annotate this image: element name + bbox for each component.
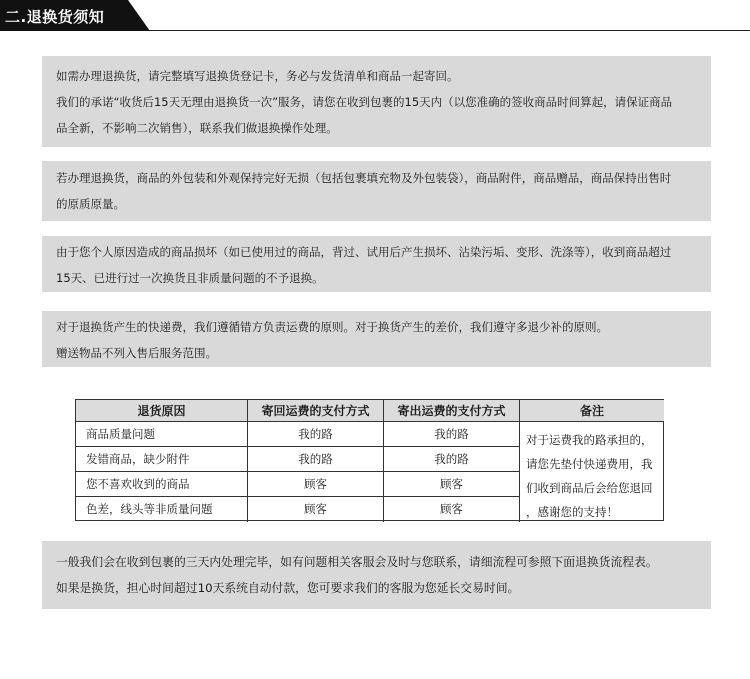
notice-block-condition [42,161,711,221]
table-note-line: ，感谢您的支持！ [526,505,618,519]
table-cell-send-fee: 顾客 [384,472,520,497]
table-cell-reason: 发错商品，缺少附件 [76,447,248,472]
table-header-reason: 退货原因 [76,400,248,422]
table-cell-return-fee: 顾客 [248,472,384,497]
table-cell-send-fee: 我的路 [384,447,520,472]
table-note-line: 们收到商品后会给您退回 [526,481,653,495]
table-cell-return-fee: 我的路 [248,447,384,472]
notice-line: 若办理退换货，商品的外包装和外观保持完好无损（包括包裹填充物及外包装袋），商品附件，商品赠品，商品保持出售时 [56,171,672,185]
table-header-return-fee: 寄回运费的支付方式 [248,400,384,422]
table-cell-reason: 商品质量问题 [76,422,248,447]
table-header-note: 备注 [520,400,664,422]
table-note [520,422,664,520]
notice-line: 如需办理退换货，请完整填写退换货登记卡，务必与发货清单和商品一起寄回。 [56,69,459,83]
table-note-line: 请您先垫付快递费用，我 [526,457,653,471]
notice-line: 赠送物品不列入售后服务范围。 [56,346,217,360]
table-cell-return-fee: 我的路 [248,422,384,447]
notice-line: 15天、已进行过一次换货且非质量问题的不予退换。 [56,271,324,285]
notice-line: 的原质原量。 [56,197,125,211]
table-header-send-fee: 寄出运费的支付方式 [384,400,520,422]
table-cell-reason: 色差，线头等非质量问题 [76,497,248,522]
notice-line: 对于退换货产生的快递费，我们遵循错方负责运费的原则。对于换货产生的差价，我们遵守多退少补的原则。 [56,320,608,334]
table-cell-return-fee: 顾客 [248,497,384,522]
notice-line: 一般我们会在收到包裹的三天内处理完毕，如有问题相关客服会及时与您联系，请细流程可参照下面退换货流程表。 [56,555,658,569]
section-title: 二.退换货须知 [5,8,105,26]
notice-block-shipping-fee [42,311,711,367]
return-fee-table [75,399,664,521]
table-cell-send-fee: 顾客 [384,497,520,522]
table-note-line: 对于运费我的路承担的， [526,433,653,447]
notice-block-registration [42,56,711,147]
section-header [0,0,750,40]
table-cell-reason: 您不喜欢收到的商品 [76,472,248,497]
notice-line: 我们的承诺“收货后15天无理由退换货一次”服务，请您在收到包裹的15天内（以您准确的签收商品时间算起，请保证商品 [56,95,673,109]
notice-line: 如果是换货，担心时间超过10天系统自动付款，您可要求我们的客服为您延长交易时间。 [56,581,520,595]
notice-line: 由于您个人原因造成的商品损坏（如已使用过的商品，背过、试用后产生损坏、沾染污垢、变形、洗涤等），收到商品超过 [56,245,672,259]
notice-line: 品全新，不影响二次销售），联系我们做退换操作处理。 [56,121,338,135]
table-cell-send-fee: 我的路 [384,422,520,447]
notice-block-processing [42,541,711,609]
notice-block-damage [42,236,711,292]
